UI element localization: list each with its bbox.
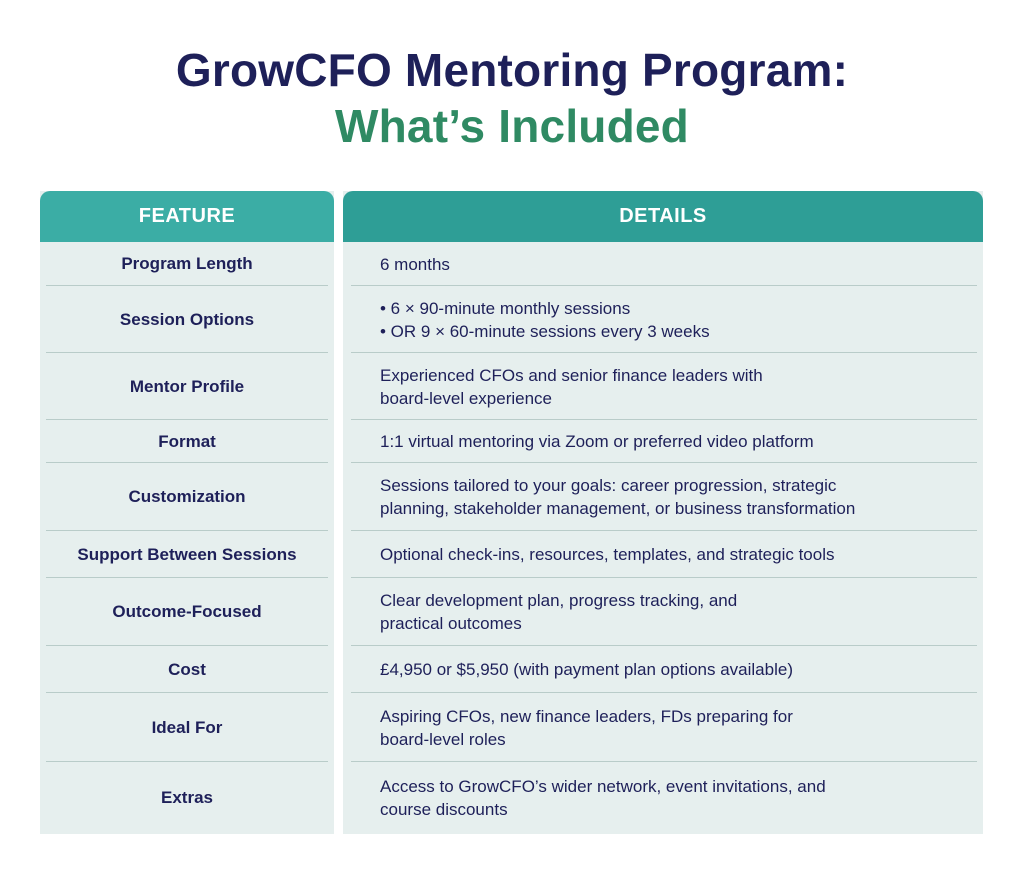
feature-label: Mentor Profile xyxy=(129,376,245,396)
details-text xyxy=(343,658,813,681)
table-row-feature xyxy=(40,286,334,353)
feature-label: Support Between Sessions xyxy=(77,544,297,564)
details-line: Experienced CFOs and senior finance leaders with xyxy=(380,365,763,385)
details-line: 6 months xyxy=(380,254,450,274)
feature-header: FEATURE xyxy=(40,191,334,242)
details-text xyxy=(343,474,875,520)
feature-label: Extras xyxy=(161,788,213,807)
title-line-2: What’s Included xyxy=(335,100,689,152)
details-line: planning, stakeholder management, or business transformation xyxy=(380,499,856,518)
table-row-feature xyxy=(40,531,334,578)
details-line: course discounts xyxy=(380,800,508,819)
feature-label: Outcome-Focused xyxy=(112,602,262,621)
table-row-details xyxy=(343,286,983,353)
details-line: Clear development plan, progress tracking, and xyxy=(380,591,738,610)
details-text xyxy=(343,775,846,821)
feature-column xyxy=(40,191,334,834)
table-row-details xyxy=(343,463,983,531)
table-row-details xyxy=(343,353,983,420)
table-row-feature xyxy=(40,353,334,420)
details-line: Optional check-ins, resources, templates, and strategic tools xyxy=(380,545,835,564)
table-row-feature xyxy=(40,693,334,762)
table-row-details xyxy=(343,646,983,693)
details-text xyxy=(343,589,757,635)
details-text xyxy=(343,253,470,276)
feature-label: Format xyxy=(158,431,216,451)
table-row-feature xyxy=(40,762,334,834)
details-line: £4,950 or $5,950 (with payment plan options available) xyxy=(380,660,793,679)
details-line: • 6 × 90-minute monthly sessions xyxy=(380,298,631,318)
details-text xyxy=(343,543,855,566)
feature-label: Customization xyxy=(128,487,246,506)
table-row-details xyxy=(343,242,983,286)
details-line: practical outcomes xyxy=(380,614,522,633)
table-row-feature xyxy=(40,646,334,693)
feature-label: Program Length xyxy=(121,254,253,273)
details-text xyxy=(343,364,783,410)
table-row-feature xyxy=(40,463,334,531)
details-line: Sessions tailored to your goals: career progression, strategic xyxy=(380,476,837,495)
feature-label: Ideal For xyxy=(151,717,223,737)
table-row-feature xyxy=(40,420,334,463)
table-row-details xyxy=(343,762,983,834)
details-text xyxy=(343,705,813,751)
table-row-feature xyxy=(40,578,334,646)
details-line: board-level experience xyxy=(380,388,552,408)
table-row-details xyxy=(343,420,983,463)
feature-label: Cost xyxy=(168,659,206,679)
feature-label: Session Options xyxy=(119,309,255,329)
details-line: Access to GrowCFO’s wider network, event invitations, and xyxy=(380,777,826,796)
details-text xyxy=(343,297,730,343)
details-line: • OR 9 × 60-minute sessions every 3 weeks xyxy=(380,321,710,341)
details-header: DETAILS xyxy=(343,191,983,242)
details-line: Aspiring CFOs, new finance leaders, FDs preparing for xyxy=(380,706,793,726)
details-text xyxy=(343,430,834,453)
table-row-feature xyxy=(40,242,334,286)
details-column xyxy=(343,191,983,834)
title-line-1: GrowCFO Mentoring Program: xyxy=(175,44,849,96)
table-row-details xyxy=(343,578,983,646)
table-row-details xyxy=(343,693,983,762)
details-line: board-level roles xyxy=(380,729,506,749)
details-line: 1:1 virtual mentoring via Zoom or preferred video platform xyxy=(380,432,814,451)
table-row-details xyxy=(343,531,983,578)
page-title xyxy=(0,42,1024,154)
